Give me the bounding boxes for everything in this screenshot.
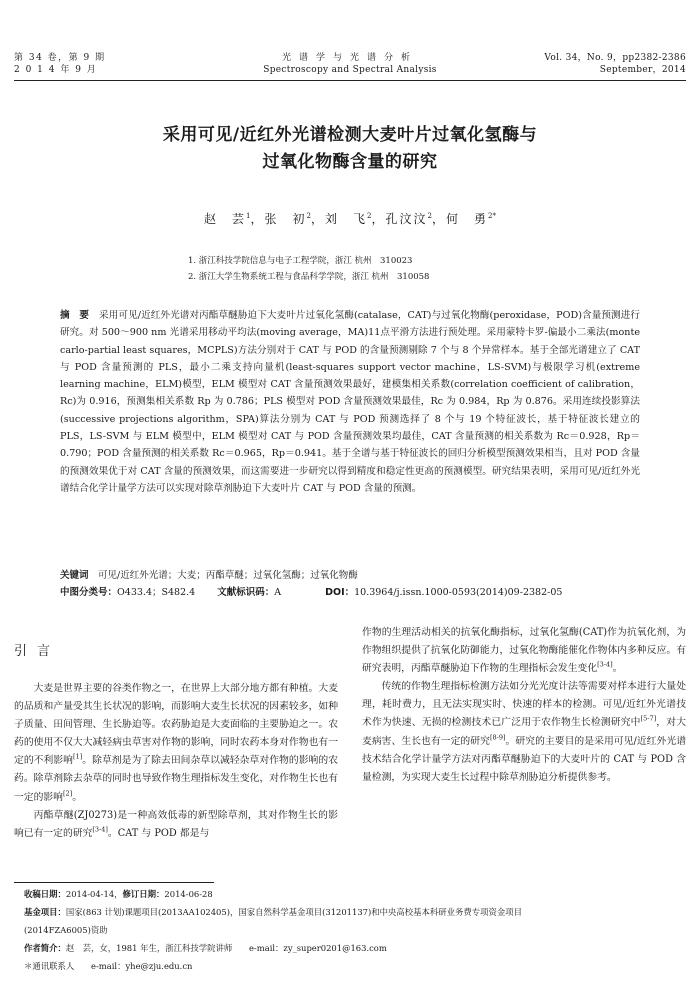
author-affiliation-mark: 2 <box>306 212 311 220</box>
footnote-funding-cont: (2014FZA6005)资助 <box>24 925 108 935</box>
classification-line <box>60 585 640 601</box>
received-label: 收稿日期： <box>24 889 66 899</box>
paragraph-text: 。除草剂是为了除去田间杂草以减轻杂草对作物的影响的农药。除草剂除去杂草的同时也导致作物生理指标发生变化，对作物生长也有一定的影响 <box>14 755 339 803</box>
volume-issue: 第 34 卷，第 9 期 <box>14 53 106 63</box>
footnote-funding <box>24 904 690 920</box>
footnote-dates <box>24 886 690 902</box>
keywords <box>60 568 640 584</box>
journal-volume-info-en <box>544 52 686 76</box>
author-name: 刘 飞 <box>325 212 368 226</box>
paragraph-text: ，对大麦病害、生长也有一定的研究 <box>362 717 687 747</box>
author-affiliation-mark: 2 <box>427 212 432 220</box>
citation[interactable]: [5-7] <box>640 715 657 724</box>
paragraph-text: 。CAT 与 POD 都是与 <box>107 827 210 839</box>
footnote-corresponding: ＊通讯联系人 e-mail：yhe@zju.edu.cn <box>24 961 193 971</box>
paragraph-text: 大麦是世界主要的谷类作物之一，在世界上大部分地方都有种植。大麦的品质和产量受其生长状况的影响，而影响大麦生长状况的因素较多，如种子质量、田间管理、生长胁迫等。农药胁迫是大麦面临的主要胁迫之一。农药的使用不仅大大减轻病虫草害对作物的影响，同时农药本身对作物也有一定的不利影响 <box>14 683 338 767</box>
affiliation-1: 1. 浙江科技学院信息与电子工程学院，浙江 杭州 310023 <box>188 256 413 266</box>
bio-text: 赵 芸，女，1981 年生，浙江科技学院讲师 e-mail：zy_super0201@163.com <box>65 943 387 953</box>
abstract <box>60 307 640 497</box>
journal-name-zh: 光谱学与光谱分析 <box>281 53 418 63</box>
citation[interactable]: [2] <box>62 789 73 798</box>
affiliation-2: 2. 浙江大学生物系统工程与食品科学学院，浙江 杭州 310058 <box>188 272 430 282</box>
received-date: 2014-04-14， <box>65 889 123 899</box>
footnote-divider <box>14 882 214 883</box>
author-affiliation-mark: 2* <box>488 212 496 220</box>
citation[interactable]: [8-9] <box>489 733 506 742</box>
author-name: 张 初 <box>264 212 307 226</box>
paragraph <box>362 624 686 678</box>
paragraph-text: 丙酯草醚(ZJ0273)是一种高效低毒的新型除草剂，其对作物生长的影响已有一定的研究 <box>14 809 338 839</box>
paper-title <box>0 122 700 176</box>
doc-code-value: A <box>274 587 282 598</box>
paper-title-line1: 采用可见/近红外光谱检测大麦叶片过氧化氢酶与 <box>162 125 538 145</box>
paragraph-text: 。研究的主要目的是采用可见/近红外光谱技术结合化学计量学方法对丙酯草醚胁迫下的大麦叶片的 CAT 与 POD 含量检测，为实现大麦生长过程中除草剂胁迫分析提供参考。 <box>362 735 686 783</box>
body-column-right <box>362 624 686 787</box>
section-heading-introduction: 引言 <box>14 644 61 659</box>
keywords-text: 可见/近红外光谱；大麦；丙酯草醚；过氧化氢酶；过氧化物酶 <box>98 570 358 581</box>
revised-label: 修订日期： <box>122 889 165 899</box>
paragraph <box>14 807 338 843</box>
author-affiliation-mark: 2 <box>367 212 372 220</box>
keywords-label: 关键词 <box>60 570 89 581</box>
clc-value: O433.4；S482.4 <box>117 587 196 598</box>
author-name: 孔汶汶 <box>385 212 428 226</box>
bio-label: 作者简介： <box>24 943 66 953</box>
author-name: 赵 芸 <box>204 212 247 226</box>
header-divider <box>14 80 686 81</box>
citation[interactable]: [3-4] <box>92 825 108 834</box>
paragraph <box>362 678 686 787</box>
funding-label: 基金项目： <box>24 907 66 917</box>
paragraph <box>14 680 338 807</box>
doc-code-label: 文献标识码： <box>217 587 275 598</box>
clc-label: 中图分类号： <box>60 587 118 598</box>
paragraph-text: 。 <box>612 663 623 675</box>
paragraph-text: 作物的生理活动相关的抗氧化酶指标，过氧化氢酶(CAT)作为抗氧化剂，为作物组织提供了抗氧化防御能力，过氧化物酶能催化作物体内多种反应。有研究表明，丙酯草醚胁迫下作物的生理指标会发生变化 <box>362 627 686 675</box>
citation[interactable]: [3-4] <box>597 660 613 669</box>
doi-label: DOI： <box>325 587 355 598</box>
citation[interactable]: [1] <box>73 753 83 762</box>
journal-name-en: Spectroscopy and Spectral Analysis <box>263 65 437 75</box>
abstract-text: 采用可见/近红外光谱对丙酯草醚胁迫下大麦叶片过氧化氢酶(catalase，CAT)与过氧化物酶(peroxidase，POD)含量预测进行研究。对 500～900 nm 光谱采用移动平均法(moving average，MA)11点平滑方法进行预处理。采用蒙特卡罗-偏最小二乘法(monte carlo-partial least squares，MCPLS)方法分别对于 CAT 与 POD 的含量预测剔除 7 个与 8 个异常样本。基于全部光谱建立了 CAT 与 POD 含量预测的 PLS，最小二乘支持向量机(least-squares support vector machine，LS-SVM)与极限学习机(extreme learning machine，ELM)模型，ELM 模型对 CAT 含量预测效果最好，建模集相关系数(correlation coefficient of calibration，Rc)为 0.916，预测集相关系数 Rp 为 0.786；PLS 模型对 POD 含量预测效果最佳，Rc 为 0.984，Rp 为 0.876。采用连续投影算法(successive projections algorithm，SPA)算法分别为 CAT 与 POD 预测选择了 8 个与 19 个特征波长，基于特征波长建立的 PLS，LS-SVM 与 ELM 模型中，ELM 模型对 CAT 与 POD 含量预测效果均最佳，CAT 含量预测的相关系数为 Rc＝0.928，Rp＝0.790；POD 含量预测的相关系数 Rc＝0.965，Rp＝0.941。基于全谱与基于特征波长的回归分析模型预测效果相当，且对 POD 含量的预测效果优于对 CAT 含量的预测效果，而这需要进一步研究以得到精度和稳定性更高的预测模型。研究结果表明，采用可见/近红外光谱结合化学计量学方法可以实现对除草剂胁迫下大麦叶片 CAT 与 POD 含量的预测。 <box>60 310 641 494</box>
volume-pages: Vol. 34，No. 9，pp2382-2386 <box>544 53 686 63</box>
body-column-left <box>14 680 338 843</box>
abstract-label: 摘 要 <box>60 310 90 321</box>
doi-value[interactable]: 10.3964/j.issn.1000-0593(2014)09-2382-05 <box>354 587 563 598</box>
author-name: 何 勇 <box>446 212 489 226</box>
issue-month: September，2014 <box>599 65 686 75</box>
author-list: 赵 芸$^1$，张 初$^2$，刘 飞$^2$，孔汶汶$^2$，何 勇$^{2*}$ <box>204 212 496 226</box>
footnote-author-bio <box>24 940 690 956</box>
paragraph-text: 。 <box>72 791 82 803</box>
paragraph-text: 传统的作物生理指标检测方法如分光光度计法等需要对样本进行大量处理，耗时费力，且无法实现实时、快速的样本的检测。可见/近红外光谱技术作为快速、无损的检测技术已广泛用于农作物生长检测研究中 <box>362 681 686 729</box>
funding-text: 国家(863 计划)课题项目(2013AA102405)，国家自然科学基金项目(31201137)和中央高校基本科研业务费专项资金项目 <box>65 907 523 917</box>
paper-title-line2: 过氧化物酶含量的研究 <box>262 152 438 172</box>
author-affiliation-mark: 1 <box>246 212 251 220</box>
revised-date: 2014-06-28 <box>164 889 213 899</box>
issue-date: 2 0 1 4 年 9 月 <box>14 65 98 75</box>
